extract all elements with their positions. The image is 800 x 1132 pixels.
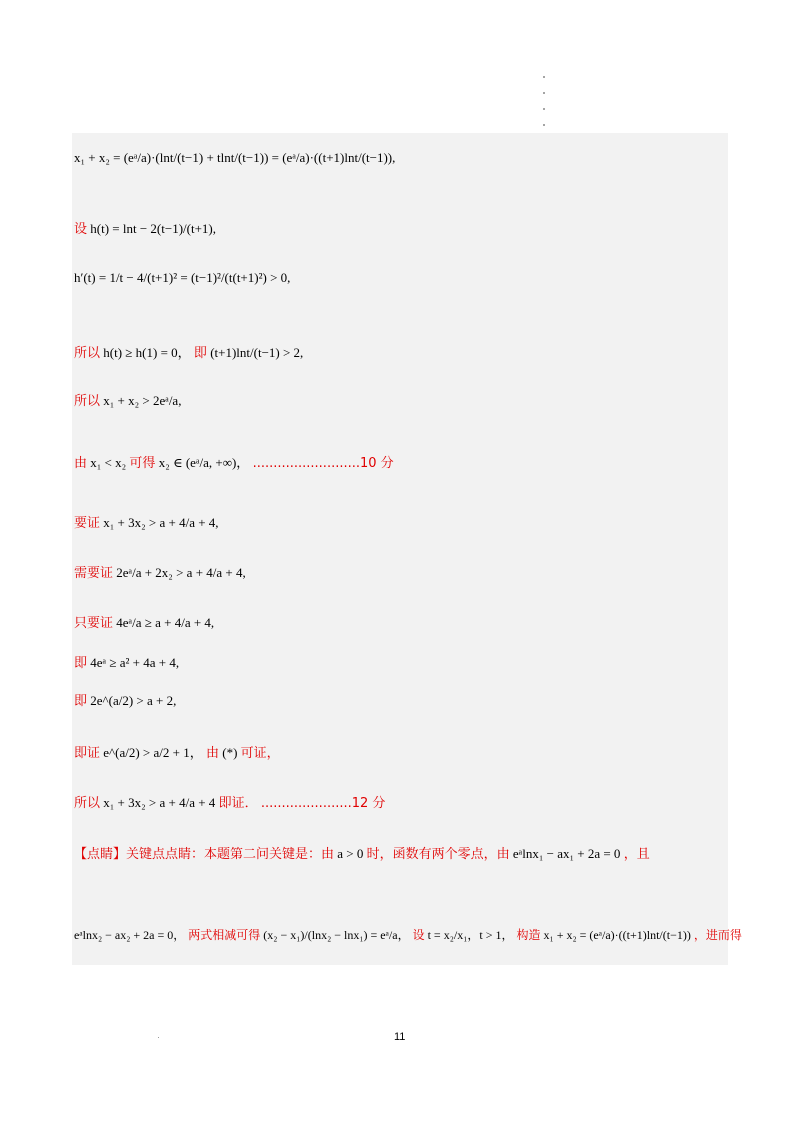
label: 即 — [74, 656, 88, 671]
equation-line-2 — [74, 218, 216, 237]
equation: 2eᵃ/a + 2x₂ > a + 4/a + 4, — [116, 565, 246, 580]
equation: x₁ + x₂ > 2eᵃ/a, — [103, 393, 182, 408]
equation-line-12 — [74, 742, 280, 761]
equation: a > 0 — [337, 846, 364, 861]
equation: h(t) = lnt − 2(t−1)/(t+1), — [90, 221, 216, 236]
label: 即 — [193, 346, 207, 361]
equation-line-1 — [74, 150, 395, 166]
equation: x₁ + x₂ = (eᵃ/a)·(lnt/(t−1) + tlnt/(t−1)) = (eᵃ/a)·((t+1)lnt/(t−1)), — [74, 150, 396, 165]
equation-line-14 — [74, 843, 650, 862]
equation: (x₂ − x₁)/(lnx₂ − lnx₁) = eᵃ/a， — [263, 928, 410, 942]
label: 即证． — [218, 796, 258, 811]
equation-line-15 — [74, 926, 742, 943]
equation-line-4 — [74, 342, 303, 361]
scan-dot — [158, 1037, 159, 1038]
equation: e^(a/2) > a/2 + 1， — [103, 745, 203, 760]
equation: h′(t) = 1/t − 4/(t+1)² = (t−1)²/(t(t+1)²) > 0, — [74, 270, 291, 285]
equation: h(t) ≥ h(1) = 0， — [103, 345, 191, 360]
equation: 4eᵃ ≥ a² + 4a + 4, — [90, 655, 180, 670]
label: 可证， — [240, 746, 280, 761]
label: 可得 — [129, 456, 156, 471]
label: 时，函数有两个零点，由 — [366, 847, 510, 862]
equation: eᵃlnx₂ − ax₂ + 2a = 0， — [74, 928, 186, 942]
solution-panel — [72, 133, 728, 965]
equation: 4eᵃ/a ≥ a + 4/a + 4, — [116, 615, 215, 630]
label: 设 — [74, 222, 88, 237]
score: ......................12 分 — [260, 796, 386, 811]
score: ..........................10 分 — [252, 456, 394, 471]
label: 由 — [74, 456, 88, 471]
equation: x₁ + 3x₂ > a + 4/a + 4, — [103, 515, 219, 530]
equation: eᵃlnx₁ − ax₁ + 2a = 0 — [512, 846, 621, 861]
equation-line-11 — [74, 690, 176, 709]
label: 需要证 — [74, 566, 114, 581]
equation: x₁ < x₂ — [90, 455, 127, 470]
equation-line-10 — [74, 652, 179, 671]
equation: x₂ ∈ (eᵃ/a, +∞)， — [158, 455, 250, 470]
margin-dots — [540, 76, 550, 140]
page-number: 11 — [394, 1031, 406, 1043]
equation-line-6 — [74, 452, 394, 471]
label: 所以 — [74, 796, 101, 811]
equation: (t+1)lnt/(t−1) > 2, — [210, 345, 304, 360]
equation: 2e^(a/2) > a + 2, — [90, 693, 177, 708]
equation: (*) — [222, 745, 238, 760]
label: ，且 — [623, 847, 650, 862]
equation-line-9 — [74, 612, 214, 631]
equation-line-8 — [74, 562, 246, 581]
label: 两式相减可得 — [188, 928, 261, 942]
label: 即 — [74, 694, 88, 709]
label: 【点睛】关键点点睛：本题第二问关键是：由 — [74, 847, 335, 862]
label: 所以 — [74, 346, 101, 361]
label: 构造 — [516, 928, 541, 942]
label: 即证 — [74, 746, 101, 761]
equation-line-3 — [74, 270, 290, 286]
label: 要证 — [74, 516, 101, 531]
equation: x₁ + x₂ = (eᵃ/a)·((t+1)lnt/(t−1)) — [543, 928, 691, 942]
equation-line-13 — [74, 792, 385, 811]
label: 由 — [205, 746, 219, 761]
label: 设 — [412, 928, 425, 942]
label: 所以 — [74, 394, 101, 409]
equation: x₁ + 3x₂ > a + 4/a + 4 — [103, 795, 216, 810]
equation-line-7 — [74, 512, 219, 531]
label: 只要证 — [74, 616, 114, 631]
equation: t = x₂/x₁，t > 1， — [427, 928, 514, 942]
label: ，进而得 — [693, 928, 742, 942]
equation-line-5 — [74, 390, 181, 409]
